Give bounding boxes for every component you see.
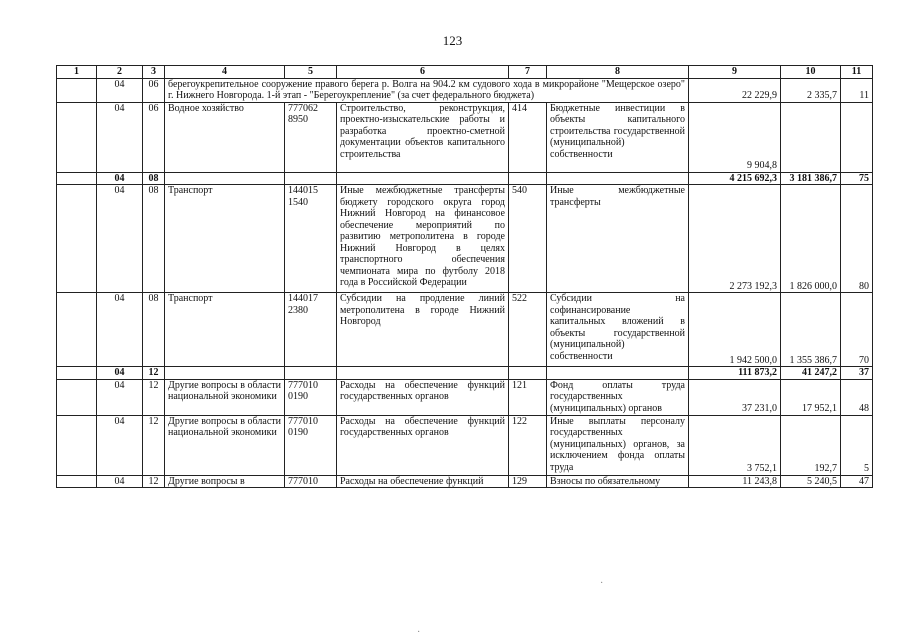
cell-code: 777062 8950	[285, 102, 337, 172]
cell-actual: 1 826 000,0	[781, 185, 841, 293]
cell-type-name: Бюджетные инвестиции в объекты капитального строительства государственной (муниципальной) собственности	[547, 102, 689, 172]
cell-subsection: 08	[143, 293, 165, 367]
cell-subsection: 12	[143, 475, 165, 488]
cell-description: берегоукрепительное сооружение правого берега р. Волга на 904.2 км судового хода в микрорайоне "Мещерское озеро" г. Нижнего Новгорода. 1-й этап - "Берегоукрепление" (за счет федерального бюджета)	[165, 78, 689, 102]
cell-actual: 41 247,2	[781, 367, 841, 380]
table-row	[57, 102, 873, 172]
cell-percent: 47	[841, 475, 873, 488]
header-cell: 6	[337, 66, 509, 79]
cell-subsection: 08	[143, 172, 165, 185]
cell-purpose: Иные межбюджетные трансферты бюджету городского округа город Нижний Новгород на финансовое обеспечение мероприятий по развитию метрополитена в городе Нижний Новгород в целях транспортного обеспечения чемпионата мира по футболу 2018 года в Российской Федерации	[337, 185, 509, 293]
cell-col1	[57, 379, 97, 415]
cell-purpose: Расходы на обеспечение функций государственных органов	[337, 415, 509, 475]
cell-section: 04	[97, 475, 143, 488]
cell-section: 04	[97, 102, 143, 172]
cell-col1	[57, 415, 97, 475]
header-row	[57, 66, 873, 79]
cell-section: 04	[97, 379, 143, 415]
cell-actual: 2 335,7	[781, 78, 841, 102]
cell-code: 777010	[285, 475, 337, 488]
cell-plan: 2 273 192,3	[689, 185, 781, 293]
cell-purpose: Расходы на обеспечение функций государственных органов	[337, 379, 509, 415]
cell-subsection: 08	[143, 185, 165, 293]
cell-percent: 80	[841, 185, 873, 293]
header-cell: 8	[547, 66, 689, 79]
cell-actual: 1 355 386,7	[781, 293, 841, 367]
cell-type-name: Субсидии на софинансирование капитальных вложений в объекты государственной (муниципальной) собственности	[547, 293, 689, 367]
budget-table	[56, 65, 873, 488]
cell-code: 777010 0190	[285, 415, 337, 475]
cell-plan: 3 752,1	[689, 415, 781, 475]
table-row	[57, 78, 873, 102]
cell-percent: 11	[841, 78, 873, 102]
cell-section: 04	[97, 172, 143, 185]
cell-type-name: Взносы по обязательному	[547, 475, 689, 488]
header-cell: 9	[689, 66, 781, 79]
cell-percent: 37	[841, 367, 873, 380]
cell-type-code: 122	[509, 415, 547, 475]
cell-subsection: 12	[143, 367, 165, 380]
cell-subsection: 12	[143, 379, 165, 415]
cell-section: 04	[97, 415, 143, 475]
cell-name: Другие вопросы в области национальной экономики	[165, 415, 285, 475]
cell-actual: 17 952,1	[781, 379, 841, 415]
cell-section: 04	[97, 78, 143, 102]
cell-type-code: 121	[509, 379, 547, 415]
cell-col1	[57, 78, 97, 102]
scan-speck: ·	[417, 627, 421, 638]
cell-name: Водное хозяйство	[165, 102, 285, 172]
scan-speck: ·	[600, 578, 604, 589]
cell-col1	[57, 102, 97, 172]
cell-plan: 1 942 500,0	[689, 293, 781, 367]
table-row	[57, 379, 873, 415]
header-cell: 5	[285, 66, 337, 79]
table-row	[57, 475, 873, 488]
cell-plan: 9 904,8	[689, 102, 781, 172]
cell-col1	[57, 367, 97, 380]
header-cell: 11	[841, 66, 873, 79]
header-cell: 2	[97, 66, 143, 79]
cell-code: 144015 1540	[285, 185, 337, 293]
cell-subsection: 06	[143, 78, 165, 102]
cell-plan: 11 243,8	[689, 475, 781, 488]
cell-name: Транспорт	[165, 185, 285, 293]
table-row	[57, 293, 873, 367]
table-row	[57, 415, 873, 475]
cell-col1	[57, 475, 97, 488]
cell-plan: 22 229,9	[689, 78, 781, 102]
cell-plan: 4 215 692,3	[689, 172, 781, 185]
cell-subsection: 06	[143, 102, 165, 172]
cell-subsection: 12	[143, 415, 165, 475]
cell-plan: 111 873,2	[689, 367, 781, 380]
cell-section: 04	[97, 367, 143, 380]
cell-name: Другие вопросы в	[165, 475, 285, 488]
cell-type-name: Иные выплаты персоналу государственных (муниципальных) органов, за исключением фонда оплаты труда	[547, 415, 689, 475]
cell-purpose: Расходы на обеспечение функций	[337, 475, 509, 488]
header-cell: 4	[165, 66, 285, 79]
cell-name: Транспорт	[165, 293, 285, 367]
cell-percent: 75	[841, 172, 873, 185]
cell-actual: 3 181 386,7	[781, 172, 841, 185]
table-row	[57, 185, 873, 293]
cell-percent	[841, 102, 873, 172]
header-cell: 3	[143, 66, 165, 79]
cell-code: 777010 0190	[285, 379, 337, 415]
subtotal-row	[57, 367, 873, 380]
header-cell: 7	[509, 66, 547, 79]
cell-name: Другие вопросы в области национальной экономики	[165, 379, 285, 415]
cell-col1	[57, 185, 97, 293]
cell-actual	[781, 102, 841, 172]
cell-type-code: 414	[509, 102, 547, 172]
cell-actual: 5 240,5	[781, 475, 841, 488]
cell-percent: 70	[841, 293, 873, 367]
cell-percent: 5	[841, 415, 873, 475]
cell-actual: 192,7	[781, 415, 841, 475]
cell-purpose: Строительство, реконструкция, проектно-изыскательские работы и разработка проектно-сметной документации объектов капитального строительства	[337, 102, 509, 172]
cell-type-code: 129	[509, 475, 547, 488]
header-cell: 1	[57, 66, 97, 79]
cell-code: 144017 2380	[285, 293, 337, 367]
cell-col1	[57, 293, 97, 367]
cell-section: 04	[97, 293, 143, 367]
subtotal-row	[57, 172, 873, 185]
cell-type-code: 540	[509, 185, 547, 293]
header-cell: 10	[781, 66, 841, 79]
cell-col1	[57, 172, 97, 185]
cell-type-code: 522	[509, 293, 547, 367]
cell-section: 04	[97, 185, 143, 293]
cell-purpose: Субсидии на продление линий метрополитена в городе Нижний Новгород	[337, 293, 509, 367]
cell-type-name: Иные межбюджетные трансферты	[547, 185, 689, 293]
cell-plan: 37 231,0	[689, 379, 781, 415]
page-number: 123	[442, 33, 463, 48]
cell-type-name: Фонд оплаты труда государственных (муниципальных) органов	[547, 379, 689, 415]
cell-percent: 48	[841, 379, 873, 415]
